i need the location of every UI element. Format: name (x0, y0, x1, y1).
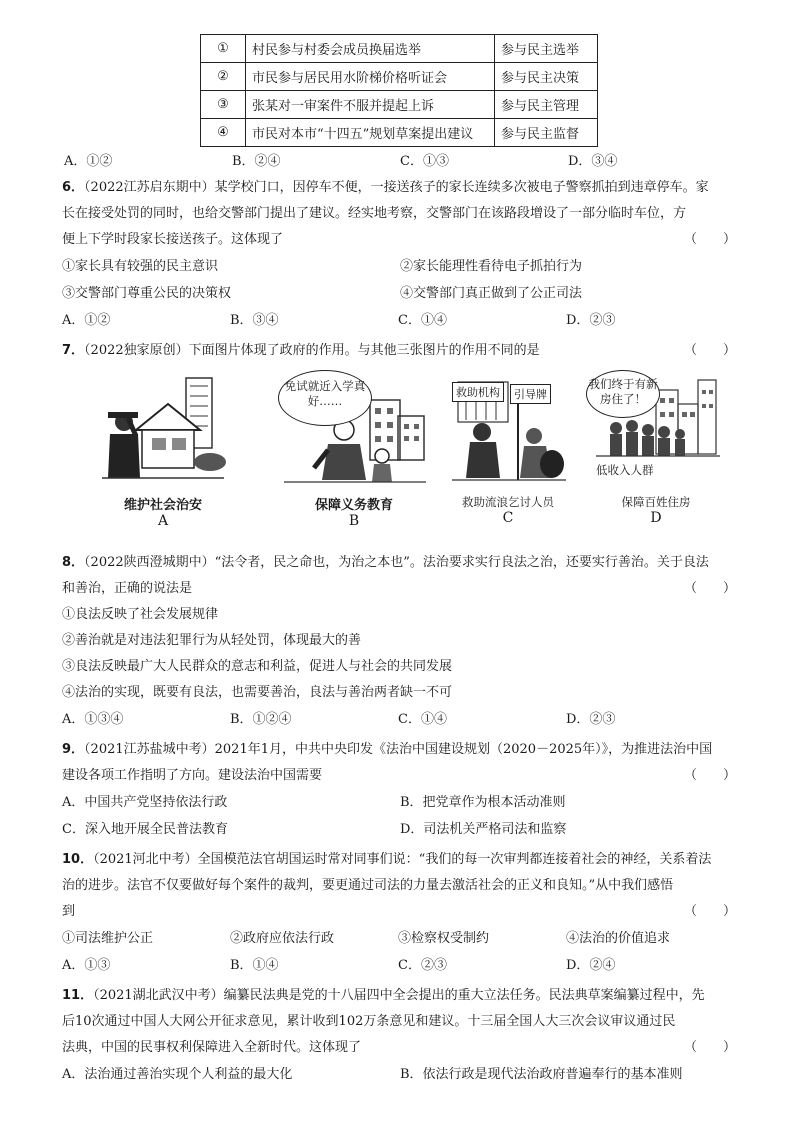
table-row (201, 63, 598, 91)
answer-blank: （ ） (683, 343, 736, 358)
option-b[interactable]: B．②④ (232, 153, 281, 169)
question-number: 11． (62, 988, 94, 1003)
option-d[interactable]: D．②③ (566, 313, 616, 328)
question-line (62, 763, 742, 789)
question-number: 6． (62, 180, 85, 195)
statement: ①家长具有较强的民主意识 (62, 259, 219, 274)
question-text: （2021江苏盐城中考）2021年1月，中共中央印发《法治中国建设规划（2020－2025年）》，为推进法治中国 (84, 742, 713, 757)
question-11 (62, 983, 742, 1088)
question-10 (62, 847, 742, 979)
row-number: ② (201, 63, 246, 91)
picture-d (586, 370, 726, 526)
row-result: 参与民主选举 (495, 35, 598, 63)
picture-caption: 保障义务教育 (314, 498, 393, 513)
sign-label: 救助机构 (452, 382, 504, 402)
question-8 (62, 550, 742, 733)
row-number: ④ (201, 119, 246, 147)
option-b[interactable]: B．依法行政是现代法治政府普遍奉行的基本准则 (400, 1067, 683, 1082)
answer-blank: （ ） (683, 768, 736, 783)
statement-list (62, 253, 742, 280)
q11-options (62, 1061, 742, 1088)
question-line (62, 175, 742, 201)
statement: ②善治就是对违法犯罪行为从轻处罚，体现最大的善 (62, 633, 362, 648)
option-c[interactable]: C．②③ (398, 958, 447, 973)
sign-label: 引导牌 (510, 384, 551, 404)
statement: ①良法反映了社会发展规律 (62, 607, 219, 622)
statement: ②家长能理性看待电子抓拍行为 (400, 259, 583, 274)
question-line (62, 1035, 742, 1061)
question-text: （2022陕西澄城期中）“法令者，民之命也，为治之本也”。法治要求实行良法之治，还要实行善治。关于良法 (84, 555, 709, 570)
option-a[interactable]: A．①② (62, 313, 111, 328)
answer-blank: （ ） (683, 581, 736, 596)
answer-blank: （ ） (683, 232, 736, 247)
q8-options (62, 706, 742, 733)
answer-blank: （ ） (683, 1040, 736, 1055)
row-description: 张某对一审案件不服并提起上诉 (246, 91, 495, 119)
question-line (62, 227, 742, 253)
question-text: 长在接受处罚的同时，也给交警部门提出了建议。经实地考察，交警部门在该路段增设了一部分临时车位，方 (62, 206, 687, 221)
question-line (62, 899, 742, 925)
statement: ③交警部门尊重公民的决策权 (62, 286, 232, 301)
picture-caption: 保障百姓住房 (621, 495, 691, 509)
statement-list (62, 280, 742, 307)
row-result: 参与民主监督 (495, 119, 598, 147)
table-row (201, 35, 598, 63)
option-d[interactable]: D．③④ (568, 153, 618, 169)
question-text: （2021河北中考）全国模范法官胡国运时常对同事们说：“我们的每一次审判都连接着社会的神经，关系着法 (93, 852, 712, 867)
picture-a (98, 370, 228, 529)
picture-caption: 救助流浪乞讨人员 (462, 495, 554, 509)
question-text: 到 (62, 904, 76, 919)
question-line (62, 576, 742, 602)
option-c[interactable]: C．①③ (400, 153, 449, 169)
statement: ①司法维护公正 (62, 931, 154, 946)
comparison-table (200, 34, 598, 147)
question-number: 9． (62, 742, 85, 757)
option-b[interactable]: B．把党章作为根本活动准则 (400, 795, 566, 810)
question-text: （2021湖北武汉中考）编纂民法典是党的十八届四中全会提出的重大立法任务。民法典草案编纂过程中，先 (93, 988, 705, 1003)
q9-options (62, 789, 742, 816)
picture-row (62, 366, 742, 546)
picture-letter: A (157, 513, 169, 529)
question-text: 便上下学时段家长接送孩子。这体现了 (62, 232, 284, 247)
question-line (62, 550, 742, 576)
picture-b (274, 370, 434, 529)
question-text: 和善治，正确的说法是 (62, 581, 193, 596)
question-text: （2022独家原创）下面图片体现了政府的作用。与其他三张图片的作用不同的是 (84, 343, 540, 358)
option-c[interactable]: C．深入地开展全民普法教育 (62, 822, 228, 837)
page (62, 34, 742, 1088)
picture-letter: D (650, 510, 662, 526)
row-result: 参与民主管理 (495, 91, 598, 119)
picture-letter: B (348, 513, 360, 529)
option-a[interactable]: A．①③ (62, 958, 111, 973)
question-number: 8． (62, 555, 85, 570)
row-result: 参与民主决策 (495, 63, 598, 91)
option-a[interactable]: A．①② (64, 153, 113, 169)
option-c[interactable]: C．①④ (398, 712, 447, 727)
question-7 (62, 338, 742, 546)
q9-options (62, 816, 742, 843)
statement: ④交警部门真正做到了公正司法 (400, 286, 583, 301)
question-text: 后10次通过中国人大网公开征求意见，累计收到102万条意见和建议。十三届全国人大三次会议审议通过民 (62, 1014, 676, 1029)
row-description: 市民参与居民用水阶梯价格听证会 (246, 63, 495, 91)
option-a[interactable]: A．中国共产党坚持依法行政 (62, 795, 228, 810)
row-description: 村民参与村委会成员换届选举 (246, 35, 495, 63)
statement: ④法治的实现，既要有良法，也需要善治，良法与善治两者缺一不可 (62, 685, 453, 700)
group-label: 低收入人群 (596, 463, 654, 477)
option-a[interactable]: A．①③④ (62, 712, 124, 727)
option-c[interactable]: C．①④ (398, 313, 447, 328)
option-b[interactable]: B．③④ (230, 313, 279, 328)
row-number: ③ (201, 91, 246, 119)
statement: ③检察权受制约 (398, 931, 490, 946)
option-d[interactable]: D．②③ (566, 712, 616, 727)
question-text: 治的进步。法官不仅要做好每个案件的裁判，要更通过司法的力量去激活社会的正义和良知。”从中我们感悟 (62, 878, 674, 893)
option-d[interactable]: D．司法机关严格司法和监察 (400, 822, 567, 837)
picture-caption: 维护社会治安 (123, 498, 202, 513)
option-b[interactable]: B．①②④ (230, 712, 292, 727)
table-row (201, 91, 598, 119)
question-text: 法典，中国的民事权利保障进入全新时代。这体现了 (62, 1040, 362, 1055)
question-text: （2022江苏启东期中）某学校门口，因停车不便，一接送孩子的家长连续多次被电子警察抓拍到违章停车。家 (84, 180, 709, 195)
statement: ④法治的价值追求 (566, 931, 671, 946)
statement: ③良法反映最广大人民群众的意志和利益，促进人与社会的共同发展 (62, 659, 453, 674)
row-description: 市民对本市“十四五”规划草案提出建议 (246, 119, 495, 147)
picture-letter: C (502, 510, 514, 526)
question-6 (62, 175, 742, 334)
option-d[interactable]: D．②④ (566, 958, 616, 973)
question-line (62, 338, 742, 364)
question-number: 10． (62, 852, 94, 867)
question-text: 建设各项工作指明了方向。建设法治中国需要 (62, 768, 323, 783)
q10-options (62, 952, 742, 979)
statement-list (62, 925, 742, 952)
question-line (62, 847, 742, 873)
question-line (62, 983, 742, 1009)
picture-c (448, 370, 568, 526)
speech-bubble: 我们终于有新房住了！ (586, 370, 660, 418)
option-a[interactable]: A．法治通过善治实现个人利益的最大化 (62, 1067, 293, 1082)
answer-blank: （ ） (683, 904, 736, 919)
question-number: 7． (62, 343, 85, 358)
speech-bubble: 免试就近入学真好…… (278, 370, 372, 426)
table-row (201, 119, 598, 147)
row-number: ① (201, 35, 246, 63)
statement: ②政府应依法行政 (230, 931, 335, 946)
question-9 (62, 737, 742, 843)
question-line (62, 737, 742, 763)
q6-options (62, 307, 742, 334)
option-b[interactable]: B．①④ (230, 958, 279, 973)
q5-options (64, 147, 742, 171)
police-house-illustration (98, 370, 228, 490)
